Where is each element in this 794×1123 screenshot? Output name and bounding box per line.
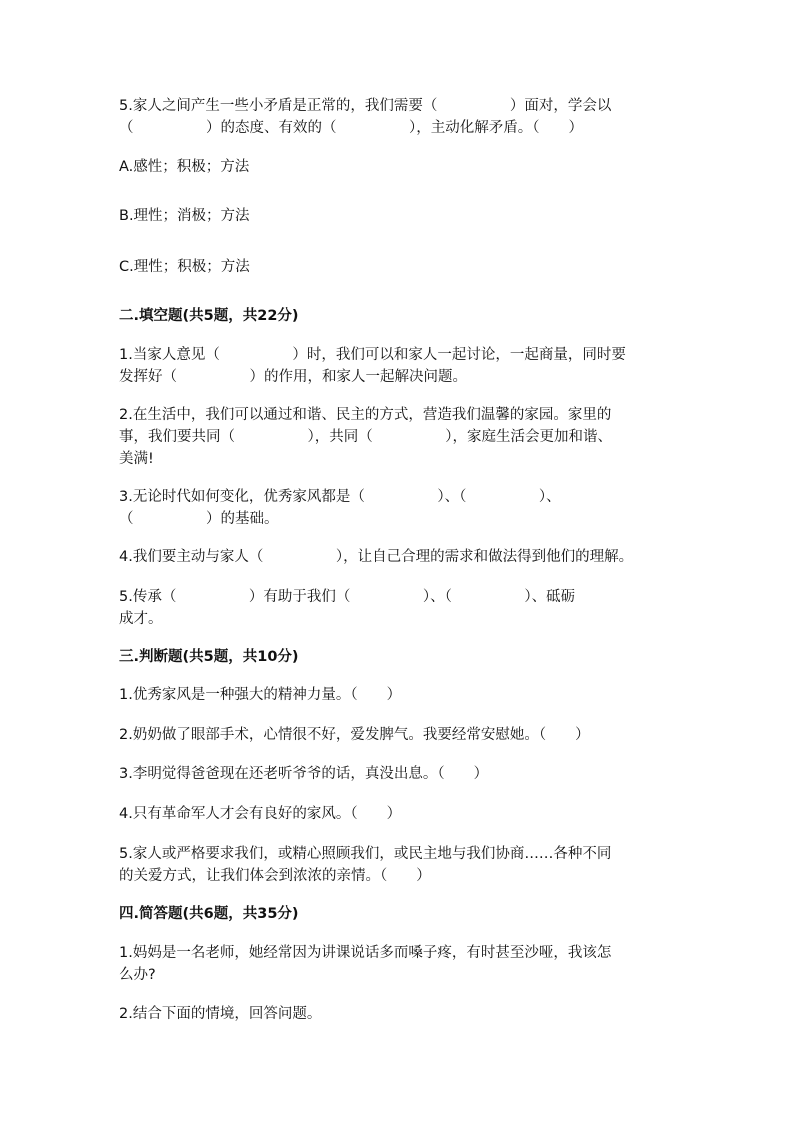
answer-q1-line1: 1.妈妈是一名老师，她经常因为讲课说话多而嗓子疼，有时甚至沙哑，我该怎 xyxy=(119,945,612,961)
question-5-text-line1: 5.家人之间产生一些小矛盾是正常的，我们需要（ ）面对，学会以 xyxy=(119,98,612,114)
fill-q5-line1: 5.传承（ ）有助于我们（ ）、（ ）、砥砺 xyxy=(119,589,576,605)
judge-q4: 4.只有革命军人才会有良好的家风。（ ） xyxy=(119,806,402,822)
section-3-title: 三.判断题(共5题，共10分) xyxy=(119,649,299,665)
question-5-option-b: B.理性；消极；方法 xyxy=(119,208,250,224)
fill-q1-line2: 发挥好（ ）的作用，和家人一起解决问题。 xyxy=(119,369,467,385)
fill-q2-line3: 美满! xyxy=(119,451,154,467)
answer-q1-line2: 么办? xyxy=(119,967,156,983)
answer-q2: 2.结合下面的情境，回答问题。 xyxy=(119,1006,322,1022)
judge-q5-line2: 的关爱方式，让我们体会到浓浓的亲情。（ ） xyxy=(119,868,431,884)
judge-q3: 3.李明觉得爸爸现在还老听爷爷的话，真没出息。（ ） xyxy=(119,766,489,782)
fill-q2-line2: 事，我们要共同（ ），共同（ ），家庭生活会更加和谐、 xyxy=(119,429,612,445)
question-5-option-c: C.理性；积极；方法 xyxy=(119,259,250,275)
judge-q2: 2.奶奶做了眼部手术，心情很不好，爱发脾气。我要经常安慰她。（ ） xyxy=(119,727,590,743)
fill-q1-line1: 1.当家人意见（ ）时，我们可以和家人一起讨论，一起商量，同时要 xyxy=(119,347,626,363)
question-5-option-a: A.感性；积极；方法 xyxy=(119,159,250,175)
fill-q3-line1: 3.无论时代如何变化，优秀家风都是（ ）、（ ）、 xyxy=(119,489,561,505)
judge-q5-line1: 5.家人或严格要求我们，或精心照顾我们，或民主地与我们协商……各种不同 xyxy=(119,846,612,862)
section-4-title: 四.简答题(共6题，共35分) xyxy=(119,906,299,922)
judge-q1: 1.优秀家风是一种强大的精神力量。（ ） xyxy=(119,687,402,703)
fill-q4-line1: 4.我们要主动与家人（ ），让自己合理的需求和做法得到他们的理解。 xyxy=(119,549,634,565)
question-5-text-line2: （ ）的态度、有效的（ ），主动化解矛盾。（ ） xyxy=(119,120,583,136)
fill-q3-line2: （ ）的基础。 xyxy=(119,511,279,527)
fill-q2-line1: 2.在生活中，我们可以通过和谐、民主的方式，营造我们温馨的家园。家里的 xyxy=(119,407,612,423)
fill-q5-line2: 成才。 xyxy=(119,611,163,627)
section-2-title: 二.填空题(共5题，共22分) xyxy=(119,308,299,324)
